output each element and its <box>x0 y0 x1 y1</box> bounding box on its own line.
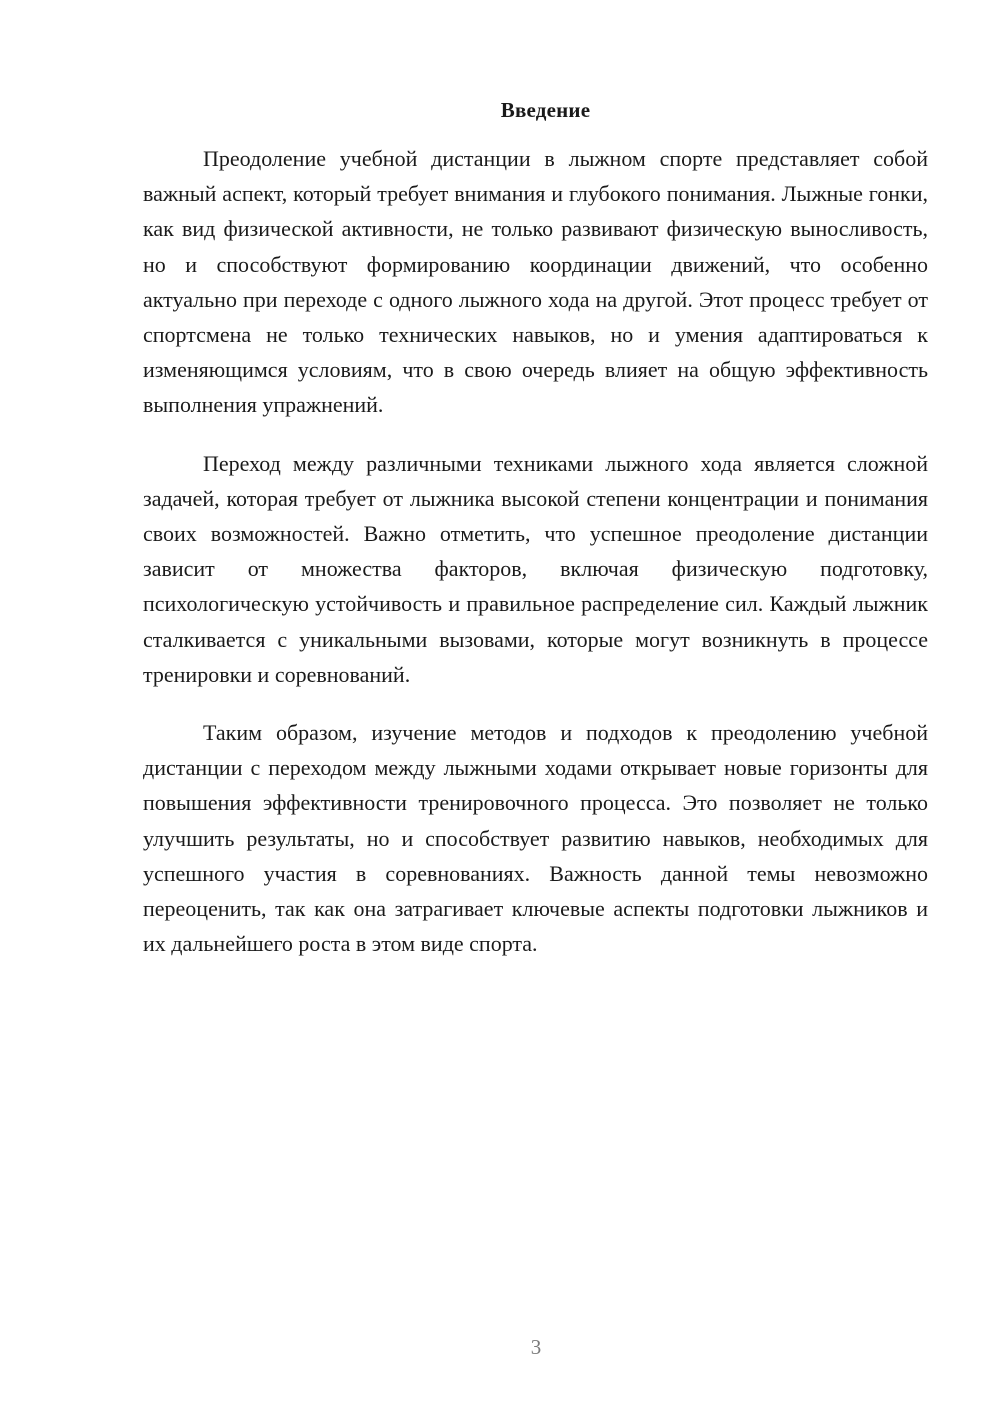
page-content <box>143 95 928 984</box>
paragraph: Таким образом, изучение методов и подходов к преодолению учебной дистанции с переходом между лыжными ходами открывает новые горизонты для повышения эффективности тренировочного процесса. Это позволяет не только улучшить результаты, но и способствует развитию навыков, необходимых для успешного участия в соревнованиях. Важность данной темы невозможно переоценить, так как она затрагивает ключевые аспекты подготовки лыжников и их дальнейшего роста в этом виде спорта. <box>143 720 928 957</box>
paragraph: Переход между различными техниками лыжного хода является сложной задачей, которая требует от лыжника высокой степени концентрации и понимания своих возможностей. Важно отметить, что успешное преодоление дистанции зависит от множества факторов, включая физическую подготовку, психологическую устойчивость и правильное распределение сил. Каждый лыжник сталкивается с уникальными вызовами, которые могут возникнуть в процессе тренировки и соревнований. <box>143 450 928 687</box>
page-number: 3 <box>530 1335 542 1359</box>
paragraph: Преодоление учебной дистанции в лыжном спорте представляет собой важный аспект, который требует внимания и глубокого понимания. Лыжные гонки, как вид физической активности, не только развивают физическую выносливость, но и способствуют формированию координации движений, что особенно актуально при переходе с одного лыжного хода на другой. Этот процесс требует от спортсмена не только технических навыков, но и умения адаптироваться к изменяющимся условиям, что в свою очередь влияет на общую эффективность выполнения упражнений. <box>143 146 928 418</box>
section-heading: Введение <box>500 98 591 122</box>
